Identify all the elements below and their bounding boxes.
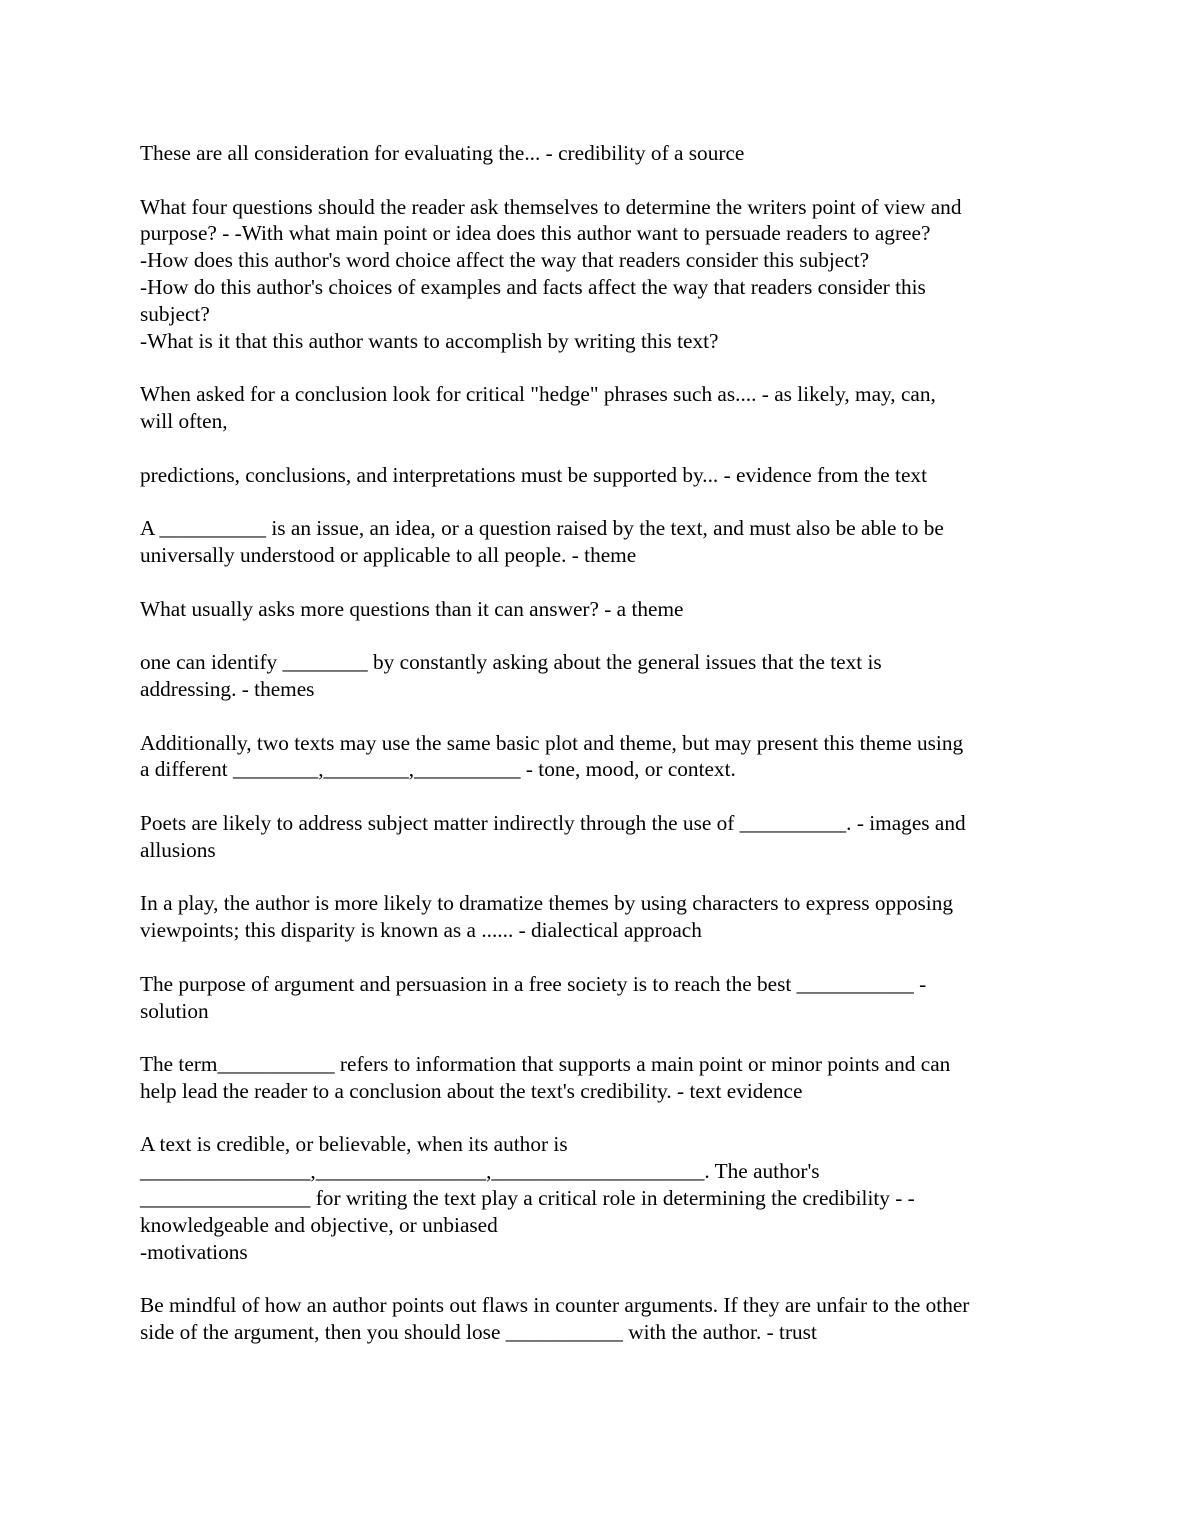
text-line: -motivations: [140, 1239, 248, 1264]
text-line: A text is credible, or believable, when its author is: [140, 1132, 568, 1157]
text-line: -How do this author's choices of examples and facts affect the way that readers consider this: [140, 274, 926, 299]
flashcard-entry: [140, 971, 1055, 1025]
flashcard-entry: [140, 194, 1055, 355]
text-line: A __________ is an issue, an idea, or a question raised by the text, and must also be able to be: [140, 516, 944, 541]
text-line: What usually asks more questions than it can answer? - a theme: [140, 596, 684, 621]
text-line: These are all consideration for evaluating the... - credibility of a source: [140, 141, 745, 165]
flashcard-entry: [140, 140, 1055, 167]
flashcard-entry: [140, 730, 1055, 784]
text-line: purpose? - -With what main point or idea does this author want to persuade readers to agree?: [140, 221, 931, 246]
text-line: universally understood or applicable to all people. - theme: [140, 542, 637, 567]
flashcard-entry: [140, 596, 1055, 623]
text-line: What four questions should the reader ask themselves to determine the writers point of view and: [140, 194, 962, 219]
text-line: Additionally, two texts may use the same basic plot and theme, but may present this theme using: [140, 730, 964, 755]
flashcard-entry: [140, 381, 1055, 435]
text-line: When asked for a conclusion look for critical "hedge" phrases such as.... - as likely, may, can,: [140, 382, 936, 407]
text-line: ________________,________________,____________________. The author's: [140, 1159, 820, 1184]
text-line: will often,: [140, 408, 228, 433]
text-line: -What is it that this author wants to accomplish by writing this text?: [140, 328, 719, 353]
flashcard-entry: [140, 649, 1055, 703]
text-line: -How does this author's word choice affect the way that readers consider this subject?: [140, 248, 870, 273]
text-line: one can identify ________ by constantly asking about the general issues that the text is: [140, 650, 882, 675]
text-line: ________________ for writing the text play a critical role in determining the credibility - -: [140, 1186, 915, 1211]
flashcard-entry: [140, 515, 1055, 569]
text-line: help lead the reader to a conclusion about the text's credibility. - text evidence: [140, 1078, 803, 1103]
flashcard-entry: [140, 462, 1055, 489]
flashcard-entry: [140, 1131, 1055, 1265]
text-line: The term___________ refers to information that supports a main point or minor points and can: [140, 1052, 951, 1077]
text-line: solution: [140, 998, 209, 1023]
text-line: viewpoints; this disparity is known as a ...... - dialectical approach: [140, 918, 702, 943]
text-line: predictions, conclusions, and interpretations must be supported by... - evidence from the text: [140, 462, 927, 487]
text-line: subject?: [140, 301, 210, 326]
text-line: allusions: [140, 837, 216, 862]
text-line: addressing. - themes: [140, 676, 315, 701]
text-line: Poets are likely to address subject matter indirectly through the use of __________. - images and: [140, 810, 966, 835]
text-line: The purpose of argument and persuasion in a free society is to reach the best ___________ -: [140, 971, 927, 996]
text-line: side of the argument, then you should lose ___________ with the author. - trust: [140, 1320, 817, 1345]
flashcard-entry: [140, 890, 1055, 944]
text-line: Be mindful of how an author points out flaws in counter arguments. If they are unfair to the other: [140, 1293, 970, 1318]
flashcard-entry: [140, 1051, 1055, 1105]
flashcard-entry: [140, 1292, 1055, 1346]
text-line: knowledgeable and objective, or unbiased: [140, 1212, 498, 1237]
document-page: [140, 140, 1055, 1373]
text-line: In a play, the author is more likely to dramatize themes by using characters to express opposing: [140, 891, 953, 916]
flashcard-entry: [140, 810, 1055, 864]
text-line: a different ________,________,__________ - tone, mood, or context.: [140, 757, 736, 782]
